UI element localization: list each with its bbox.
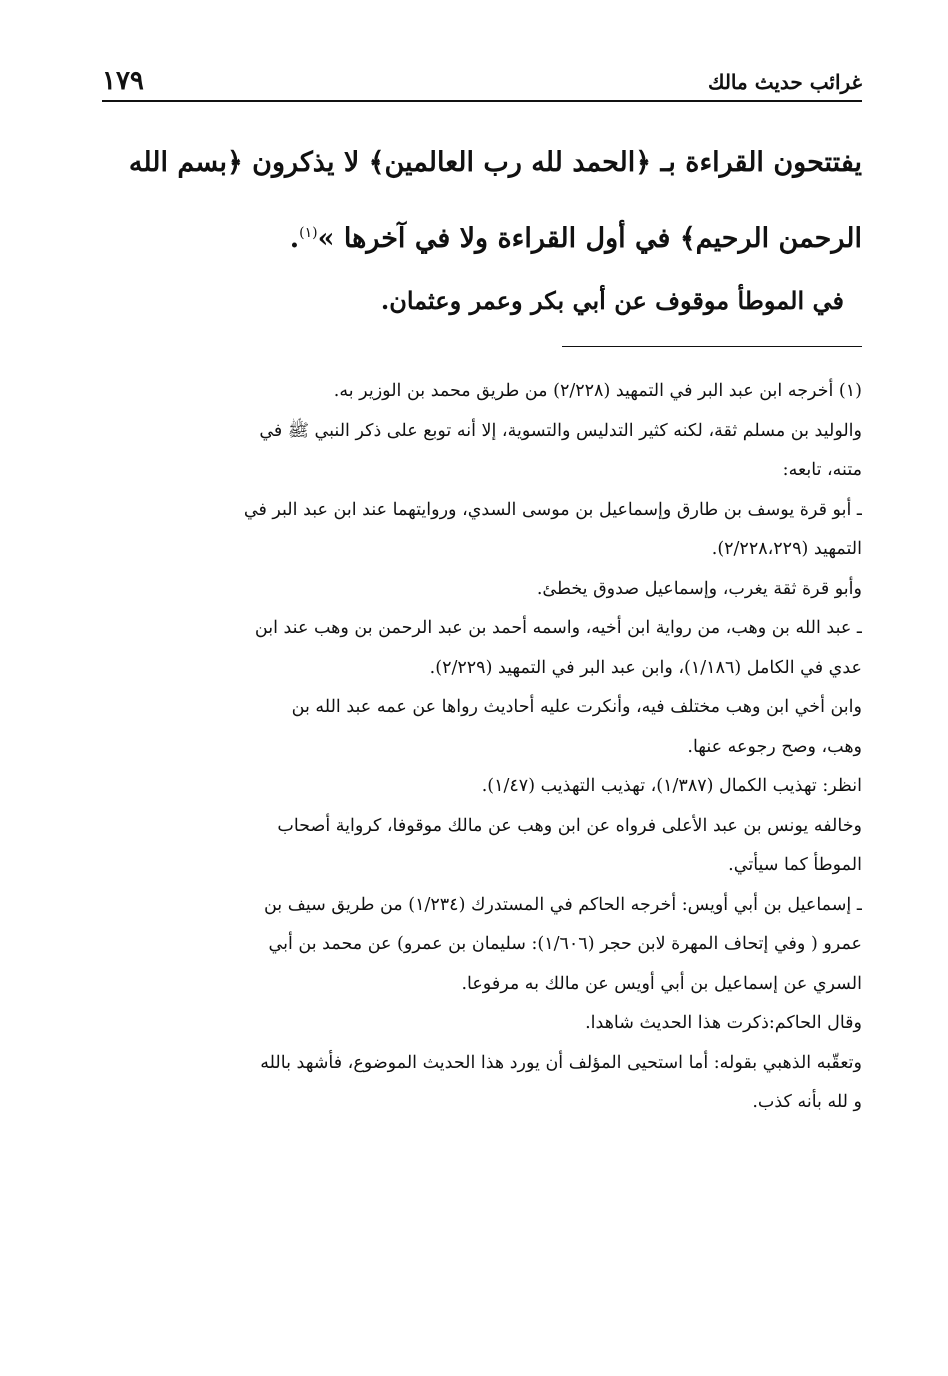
page-number: ١٧٩ [102,66,144,96]
footnote-line: و لله بأنه كذب. [752,1092,862,1112]
footnote-line: الموطأ كما سيأتي. [728,855,862,875]
footnote-line: ـ إسماعيل بن أبي أويس: أخرجه الحاكم في المستدرك (١/٢٣٤) من طريق سيف بن [263,894,862,915]
footnote-line: وابن أخي ابن وهب مختلف فيه، وأنكرت عليه أحاديث رواها عن عمه عبد الله بن [291,697,862,717]
main-text-line-2 [102,198,862,274]
footnotes [100,372,862,1123]
footnote-line: متنه، تابعه: [782,460,862,480]
footnote-line: انظر: تهذيب الكمال (١/٣٨٧)، تهذيب التهذيب (١/٤٧). [481,776,862,796]
main-text [102,128,862,274]
footnote-separator [562,346,862,347]
footnote-line: (١) أخرجه ابن عبد البر في التمهيد (٢/٢٢٨) من طريق محمد بن الوزير به. [333,381,862,401]
footnote-line: ـ عبد الله بن وهب، من رواية ابن أخيه، واسمه أحمد بن عبد الرحمن بن وهب عند ابن [254,618,862,638]
footnote-line: وأبو قرة ثقة يغرب، وإسماعيل صدوق يخطئ. [536,578,862,599]
main-text-line-2-text: الرحمن الرحيم﴾ في أول القراءة ولا في آخرها » [317,223,862,254]
footnote-line: عمرو ( وفي إتحاف المهرة لابن حجر (١/٦٠٦): سليمان بن عمرو) عن محمد بن أبي [268,934,862,954]
footnote-line: وهب، وصح رجوعه عنها. [687,736,862,757]
footnote-line: وقال الحاكم:ذكرت هذا الحديث شاهدا. [585,1013,862,1033]
main-text-line-1: يفتتحون القراءة بـ ﴿الحمد لله رب العالمين﴾ لا يذكرون ﴿بسم الله [128,147,862,178]
footnote-ref: (١) [299,225,318,241]
footnote-line: وخالفه يونس بن عبد الأعلى فرواه عن ابن وهب عن مالك موقوفا، كرواية أصحاب [277,815,862,836]
footnote-line: السري عن إسماعيل بن أبي أويس عن مالك به مرفوعا. [461,973,862,994]
footnote-line: ـ أبو قرة يوسف بن طارق وإسماعيل بن موسى السدي، وروايتهما عند ابن عبد البر في [243,499,862,520]
main-note: في الموطأ موقوف عن أبي بكر وعمر وعثمان. [380,286,844,315]
running-title: غرائب حديث مالك [707,70,862,94]
main-text-line-2-end: . [289,223,300,254]
footnote-line: وتعقّبه الذهبي بقوله: أما استحيى المؤلف أن يورد هذا الحديث الموضوع، فأشهد بالله [260,1052,862,1073]
footnote-line: والوليد بن مسلم ثقة، لكنه كثير التدليس والتسوية، إلا أنه توبع على ذكر النبي ﷺ في [259,420,862,441]
footnote-line: عدي في الكامل (١/١٨٦)، وابن عبد البر في التمهيد (٢/٢٢٩). [429,657,862,678]
page-header [102,60,862,102]
footnote-line: التمهيد (٢/٢٢٨،٢٢٩). [711,539,862,559]
